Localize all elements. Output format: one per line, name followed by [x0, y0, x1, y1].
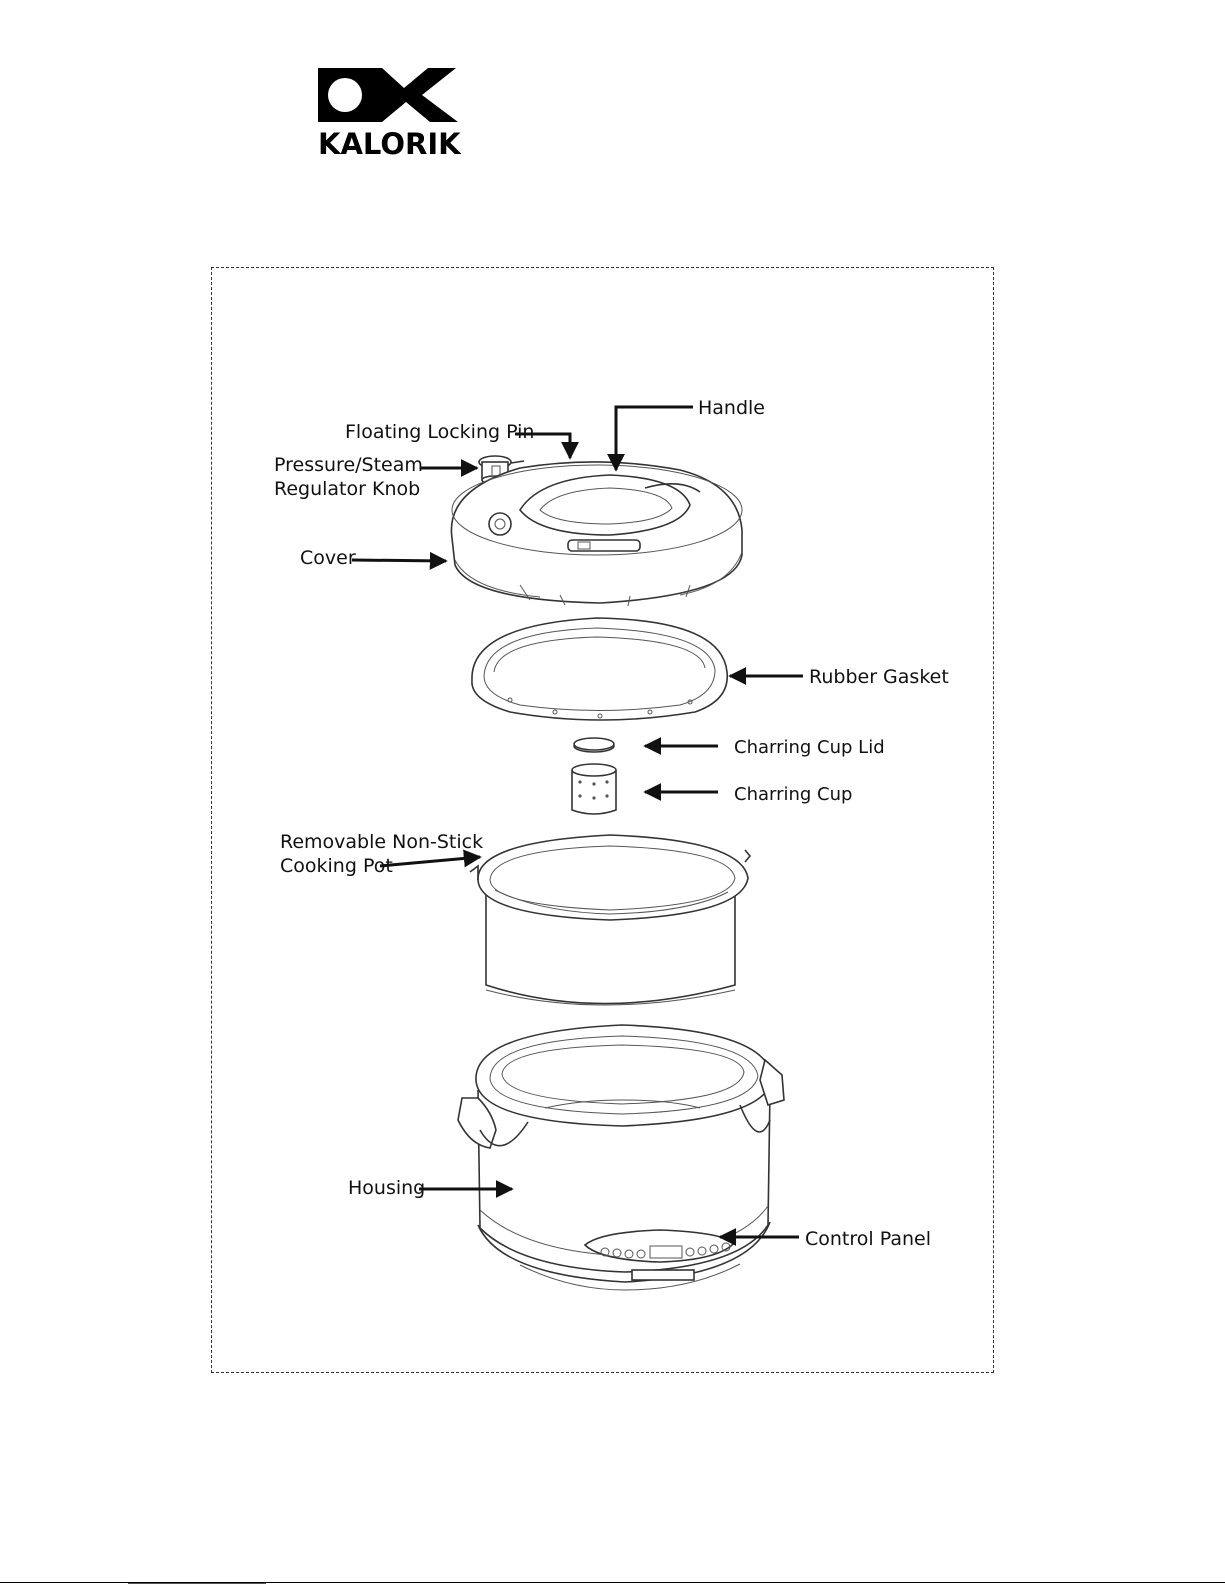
- callout-pressure-steam-regulator: [274, 454, 477, 500]
- callout-rubber-gasket: [730, 666, 949, 688]
- callout-charring-cup-lid: [645, 737, 885, 758]
- pressure-steam-label-line2: Regulator Knob: [274, 478, 421, 500]
- housing-label: Housing: [348, 1177, 426, 1199]
- floating-locking-pin-label: Floating Locking Pin: [345, 421, 535, 443]
- removable-pot-label-line1: Removable Non-Stick: [280, 831, 484, 853]
- callout-floating-locking-pin: [345, 421, 570, 458]
- charring-cup-lid-label: Charring Cup Lid: [734, 737, 885, 758]
- pressure-steam-label-line1: Pressure/Steam: [274, 454, 423, 476]
- callout-handle: [616, 397, 765, 470]
- handle-label: Handle: [698, 397, 766, 419]
- housing-part: [458, 1025, 784, 1290]
- charring-cup-label: Charring Cup: [734, 784, 853, 805]
- callout-removable-cooking-pot: [280, 831, 483, 877]
- footer-link-underline[interactable]: [128, 1583, 266, 1584]
- removable-pot-label-line2: Cooking Pot: [280, 855, 393, 877]
- callout-charring-cup: [645, 784, 852, 805]
- control-panel-label: Control Panel: [805, 1228, 931, 1250]
- rubber-gasket-part: [472, 618, 727, 720]
- brand-name: KALORIK: [318, 127, 461, 161]
- charring-cup-part: [572, 764, 616, 814]
- charring-cup-lid-part: [574, 738, 614, 752]
- cover-part: [451, 462, 742, 606]
- callout-cover: [300, 547, 446, 569]
- rubber-gasket-label: Rubber Gasket: [809, 666, 949, 688]
- cover-label: Cover: [300, 547, 356, 569]
- cooking-pot-part: [470, 835, 750, 1005]
